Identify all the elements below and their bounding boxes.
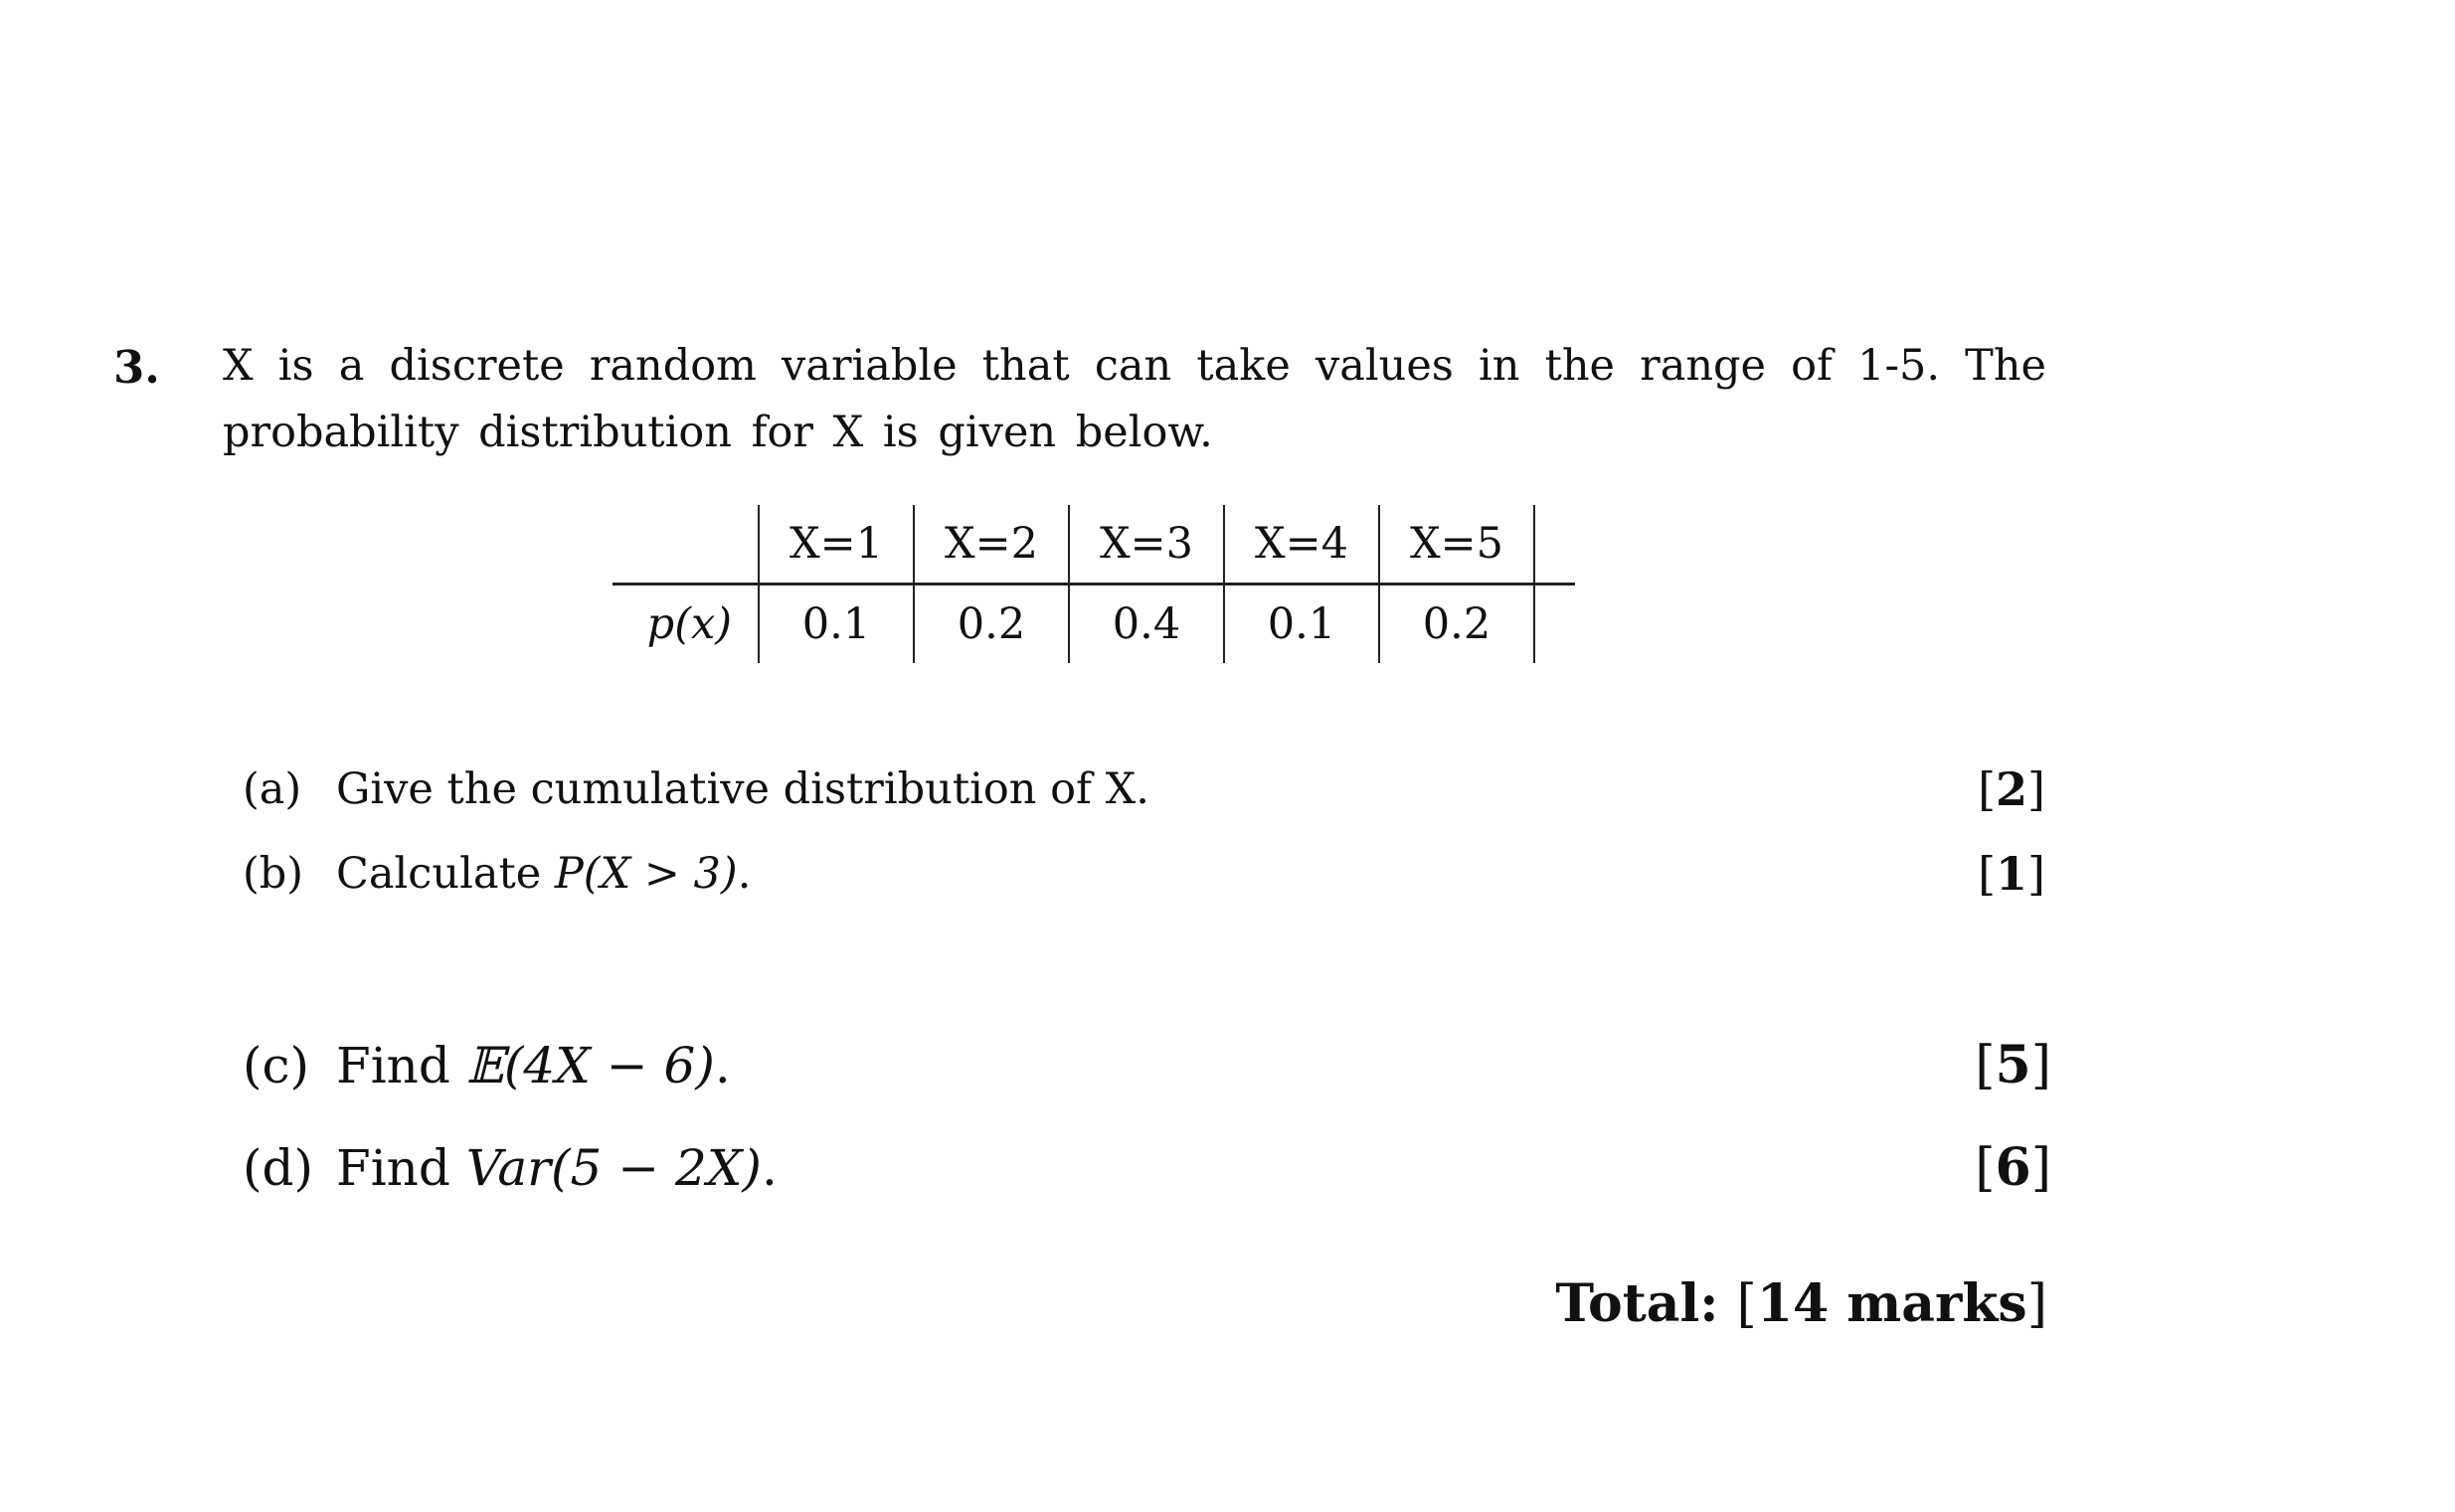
marks-value: 1 [1996,847,2028,901]
table-value-cell: 0.2 [1379,585,1534,664]
marks-value: 5 [1995,1035,2031,1095]
marks-value: 2 [1996,762,2028,816]
total-value: 14 marks [1756,1273,2027,1334]
part-b [243,844,751,904]
part-label: (a) [243,764,302,814]
table-header-row [613,505,1575,585]
table-value-cell: 0.2 [914,585,1069,664]
part-d-marks: [6] [1975,1137,2051,1198]
part-a [243,759,1149,819]
question-intro: X is a discrete random variable that can take values in the range of 1-5. The probability distribution for X is given below. [223,341,2046,457]
part-text-prefix: Find [336,1139,466,1197]
question-number: 3. [113,341,160,394]
part-d [243,1138,778,1198]
part-text: Give the cumulative distribution of X. [336,764,1149,814]
part-label: (b) [243,849,304,899]
part-c [243,1036,731,1095]
table-value-row [613,585,1575,664]
part-text-suffix: . [737,849,752,899]
table-header-cell: X=2 [914,505,1069,585]
table-row-label: p(x) [646,599,732,649]
table-value-cell: 0.1 [1224,585,1379,664]
part-label: (c) [243,1037,310,1094]
marks-value: 6 [1995,1137,2031,1198]
table-header-cell: X=4 [1224,505,1379,585]
table-value-cell: 0.4 [1069,585,1224,664]
part-label: (d) [243,1139,314,1197]
part-math: P(X > 3) [554,849,738,899]
part-math: Var(5 − 2X) [465,1139,762,1197]
table-header-end [1534,505,1575,585]
part-text-suffix: . [714,1037,731,1094]
part-text-suffix: . [761,1139,778,1197]
part-text-prefix: Find [336,1037,466,1094]
part-a-marks: [2] [1978,762,2045,816]
part-text-prefix: Calculate [336,849,555,899]
table-header-cell: X=3 [1069,505,1224,585]
table-value-cell: 0.1 [759,585,914,664]
part-b-marks: [1] [1978,847,2045,901]
total-marks: Total: [14 marks] [1555,1273,2047,1334]
table-corner [613,505,759,585]
part-math: 𝔼(4X − 6) [465,1037,715,1094]
table-header-cell: X=5 [1379,505,1534,585]
total-label: Total: [1555,1273,1719,1334]
probability-table [613,505,1575,663]
table-value-end [1534,585,1575,664]
table-header-cell: X=1 [759,505,914,585]
part-c-marks: [5] [1975,1035,2051,1095]
